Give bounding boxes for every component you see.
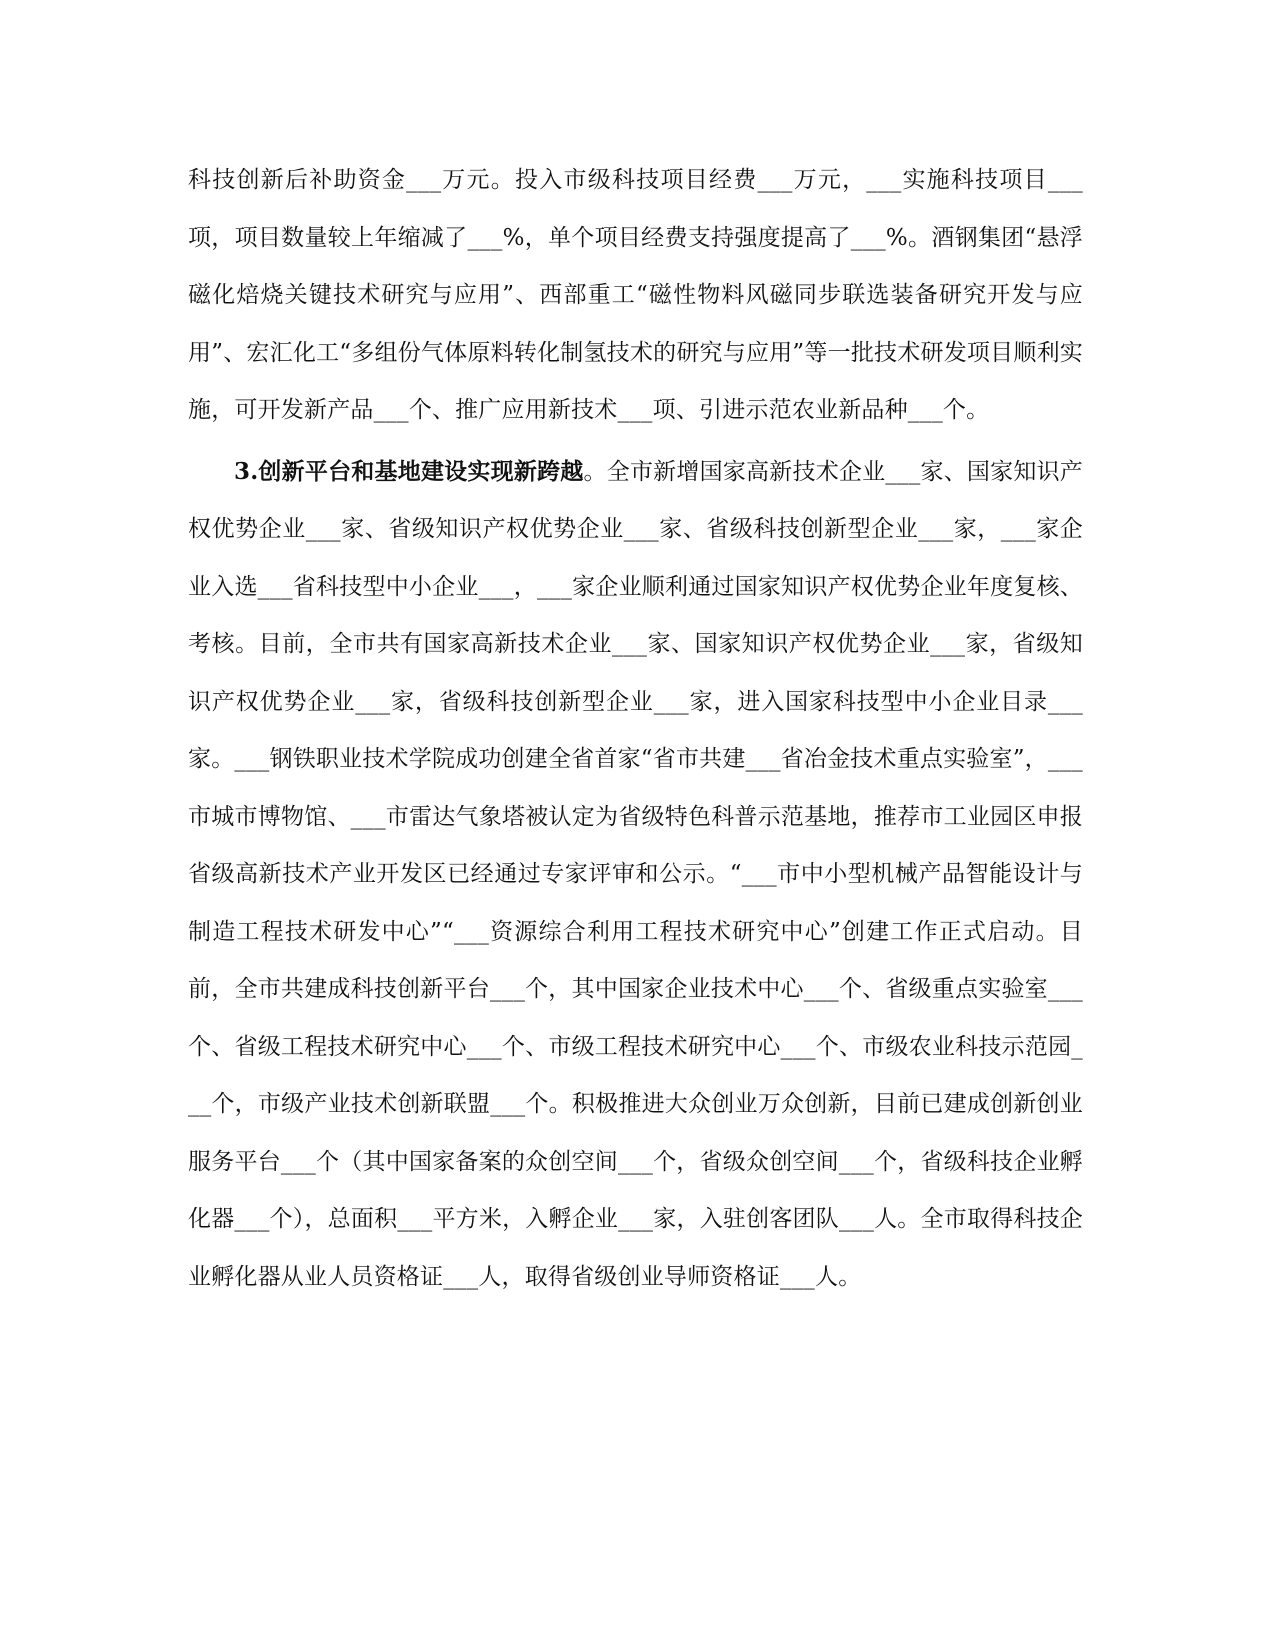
paragraph-text: 。全市新增国家高新技术企业___家、国家知识产权优势企业___家、省级知识产权优势企业___家、省级科技创新型企业___家，___家企业入选___省科技型中小企业___，___家企业顺利通过国家知识产权优势企业年度复核、考核。目前，全市共有国家高新技术企业___家、国家知识产权优势企业___家，省级知识产权优势企业___家，省级科技创新型企业___家，进入国家科技型中小企业目录___家。___钢铁职业技术学院成功创建全省首家“省市共建___省冶金技术重点实验室”，___市城市博物馆、___市雷达气象塔被认定为省级特色科普示范基地，推荐市工业园区申报省级高新技术产业开发区已经通过专家评审和公示。“___市中小型机械产品智能设计与制造工程技术研发中心”“___资源综合利用工程技术研究中心”创建工作正式启动。目前，全市共建成科技创新平台___个，其中国家企业技术中心___个、省级重点实验室___个、省级工程技术研究中心___个、市级工程技术研究中心___个、市级农业科技示范园___个，市级产业技术创新联盟___个。积极推进大众创业万众创新，目前已建成创新创业服务平台___个（其中国家备案的众创空间___个，省级众创空间___个，省级科技企业孵化器___个），总面积___平方米，入孵企业___家，入驻创客团队___人。全市取得科技企业孵化器从业人员资格证___人，取得省级创业导师资格证___人。 bbox=[188, 458, 1083, 1290]
paragraph-text: 科技创新后补助资金___万元。投入市级科技项目经费___万元，___实施科技项目___项，项目数量较上年缩减了___%，单个项目经费支持强度提高了___%。酒钢集团“悬浮磁化焙烧关键技术研究与应用”、西部重工“磁性物料风磁同步联选装备研究开发与应用”、宏汇化工“多组份气体原料转化制氢技术的研究与应用”等一批技术研发项目顺利实施，可开发新产品___个、推广应用新技术___项、引进示范农业新品种___个。 bbox=[188, 167, 1083, 423]
section-heading: 3.创新平台和基地建设实现新跨越 bbox=[234, 457, 584, 485]
paragraph-section-3 bbox=[188, 443, 1083, 1307]
paragraph-continued bbox=[188, 152, 1083, 440]
document-body bbox=[188, 152, 1083, 1306]
